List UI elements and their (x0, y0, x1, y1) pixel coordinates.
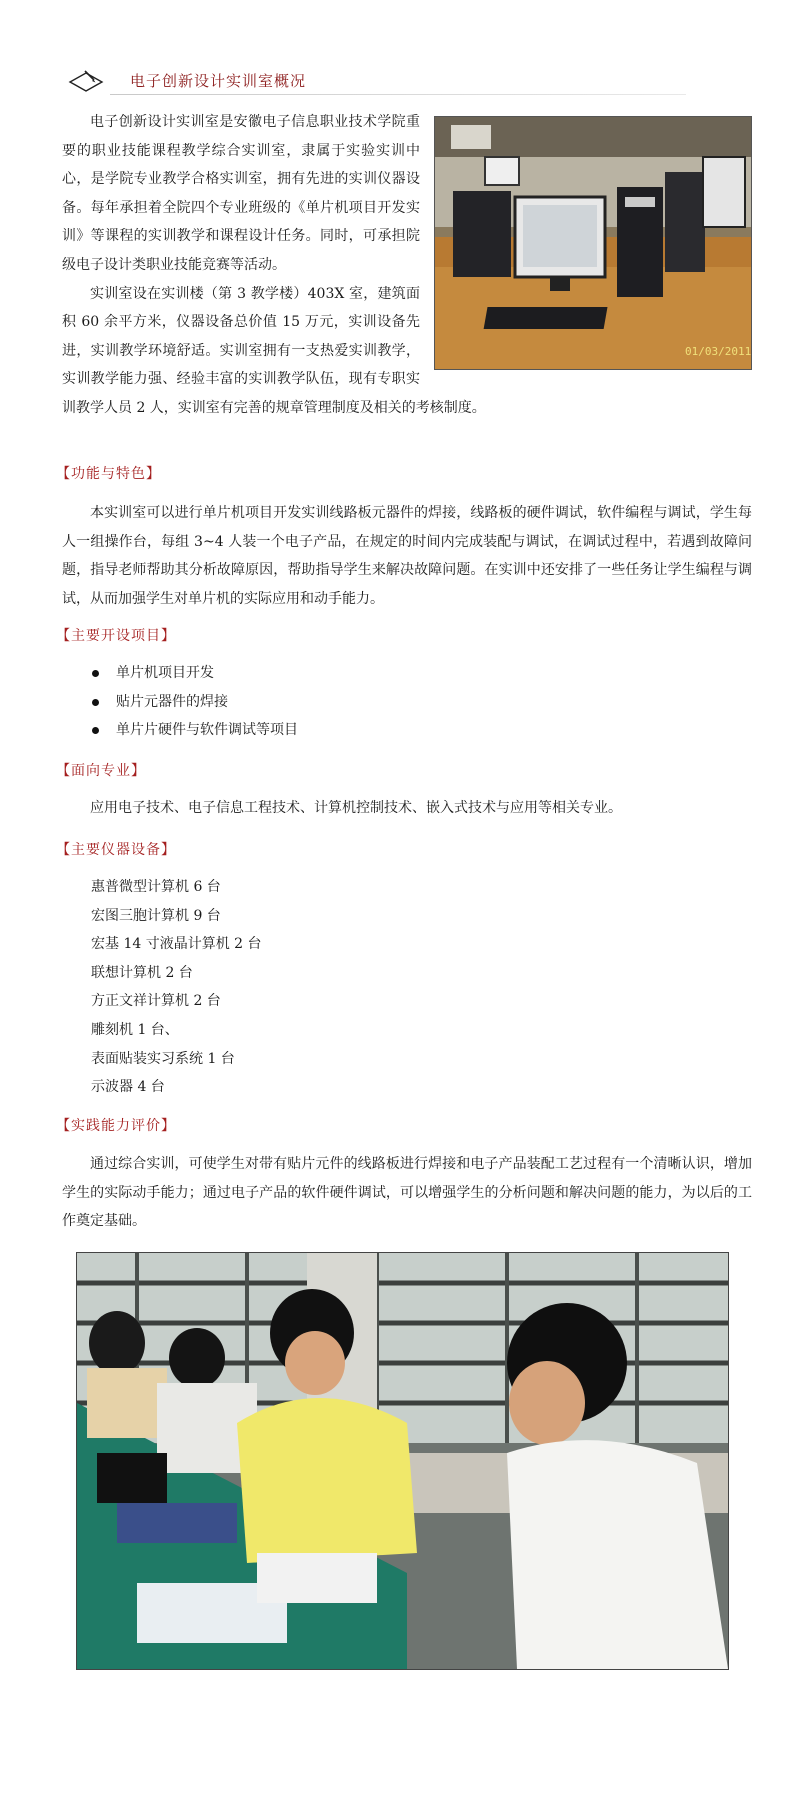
list-item: 雕刻机 1 台、 (91, 1021, 179, 1038)
students-photo-illustration (77, 1253, 728, 1669)
list-item: 贴片元器件的焊接 (86, 688, 298, 717)
list-item: 单片片硬件与软件调试等项目 (86, 716, 298, 745)
intro-paragraph-1: 电子创新设计实训室是安徽电子信息职业技术学院重要的职业技能课程教学综合实训室，隶属于实验实训中心，是学院专业教学合格实训室，拥有先进的实训仪器设备。每年承担着全院四个专业班级的《单片机项目开发实训》等课程的实训教学和课程设计任务。同时，可承担院级电子设计类职业技能竞赛等活动。 (62, 114, 420, 273)
majors-heading: 【面向专业】 (56, 763, 146, 779)
pen-notebook-icon (66, 68, 106, 96)
features-heading: 【功能与特色】 (56, 466, 161, 482)
lab-photo-illustration (435, 117, 751, 369)
students-soldering-photo (76, 1252, 729, 1670)
page-header (66, 66, 686, 96)
list-item: 联想计算机 2 台 (91, 964, 193, 981)
bullet-icon (92, 699, 99, 706)
page-title: 电子创新设计实训室概况 (130, 72, 307, 90)
list-item: 宏基 14 寸液晶计算机 2 台 (91, 936, 262, 953)
majors-paragraph: 应用电子技术、电子信息工程技术、计算机控制技术、嵌入式技术与应用等相关专业。 (90, 800, 622, 816)
evaluation-paragraph: 通过综合实训，可使学生对带有贴片元件的线路板进行焊接和电子产品装配工艺过程有一个清晰认识，增加学生的实际动手能力；通过电子产品的软件硬件调试，可以增强学生的分析问题和解决问题的能力，为以后的工作奠定基础。 (62, 1156, 752, 1230)
list-item: 惠普微型计算机 6 台 (91, 879, 221, 895)
bullet-icon (92, 727, 99, 734)
evaluation-heading: 【实践能力评价】 (56, 1118, 176, 1134)
list-item: 方正文祥计算机 2 台 (91, 993, 221, 1010)
intro-paragraph-2: 实训室设在实训楼（第 3 教学楼）403X 室，建筑面积 60 余平方米，仪器设备总价值 15 万元，实训设备先进，实训教学环境舒适。实训室拥有一支热爱实训教学，实训教学能力强、经验丰富的实训教学队伍，现有专职实训教学人员 2 人，实训室有完善的规章管理制度及相关的考核制度。 (62, 285, 486, 416)
features-paragraph: 本实训室可以进行单片机项目开发实训线路板元器件的焊接，线路板的硬件调试，软件编程与调试，学生每人一组操作台，每组 3~4 人装一个电子产品，在规定的时间内完成装配与调试，在调试过程中，若遇到故障问题，指导老师帮助其分析故障原因，帮助指导学生来解决故障问题。在实训中还安排了一些任务让学生编程与调试，从而加强学生对单片机的实际应用和动手能力。 (62, 505, 752, 607)
list-item: 单片机项目开发 (86, 659, 298, 688)
list-item: 示波器 4 台 (91, 1079, 165, 1096)
bullet-icon (92, 670, 99, 677)
equipment-list (91, 873, 262, 1102)
list-item: 表面贴装实习系统 1 台 (91, 1050, 235, 1067)
projects-list (86, 659, 298, 745)
header-divider (110, 94, 686, 95)
lab-computers-photo (434, 116, 752, 370)
list-item: 宏图三胞计算机 9 台 (91, 907, 221, 924)
intro-section (62, 108, 752, 423)
equipment-heading: 【主要仪器设备】 (56, 842, 176, 858)
photo-date-stamp: 01/03/2011 (685, 345, 751, 358)
projects-heading: 【主要开设项目】 (56, 628, 176, 644)
